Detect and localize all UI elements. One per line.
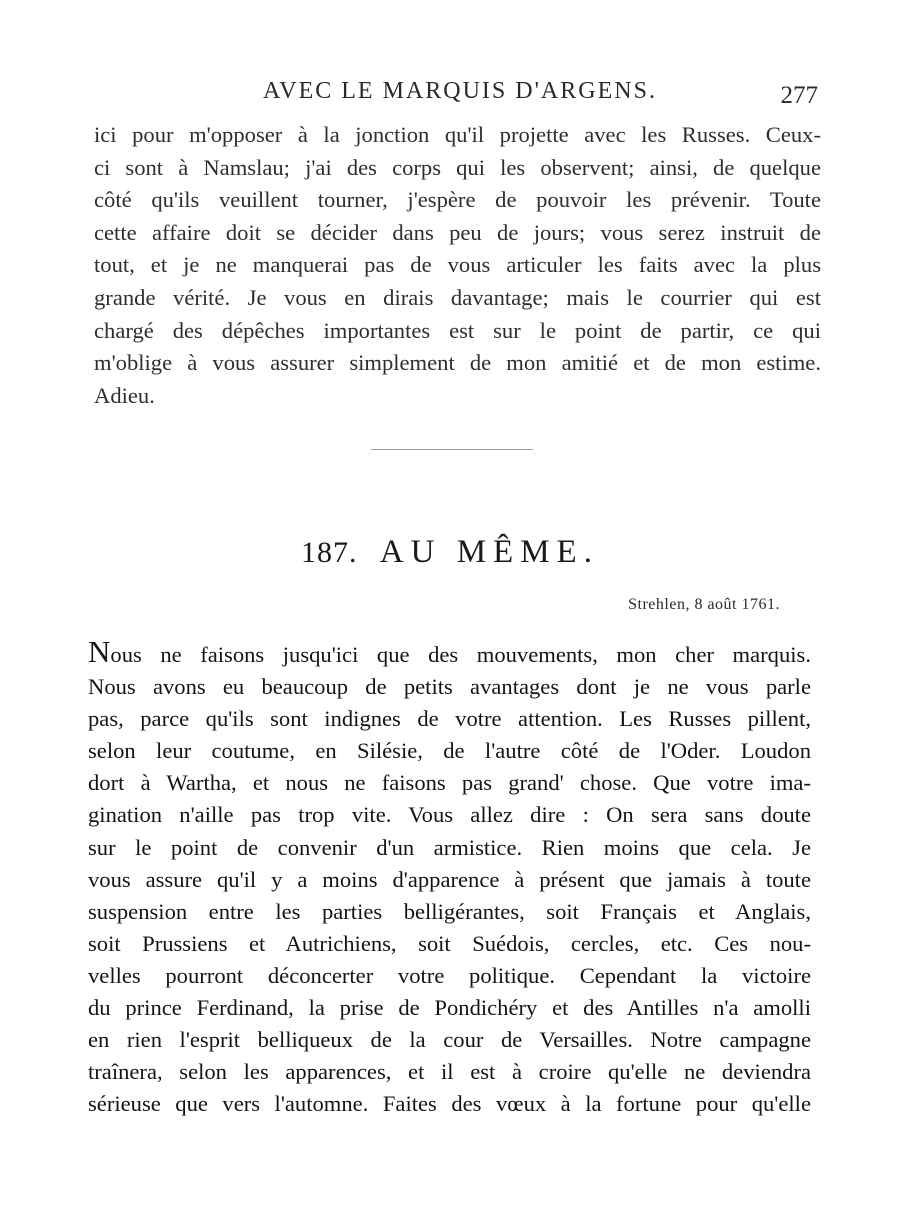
text-line: côté qu'ils veuillent tourner, j'espère de pouvoir les prévenir. Toute <box>94 187 821 213</box>
text-line: du prince Ferdinand, la prise de Pondichéry et des Antilles n'a amolli <box>88 995 811 1021</box>
text-line: sur le point de convenir d'un armistice. Rien moins que cela. Je <box>88 834 811 860</box>
text-line: grande vérité. Je vous en dirais davantage; mais le courrier qui est <box>94 284 821 310</box>
section-separator <box>371 449 533 450</box>
text-line: pas, parce qu'ils sont indignes de votre attention. Les Russes pillent, <box>88 706 811 732</box>
running-title: AVEC LE MARQUIS D'ARGENS. <box>263 78 657 104</box>
drop-cap: N <box>88 634 111 669</box>
text-line: tout, et je ne manquerai pas de vous articuler les faits avec la plus <box>94 252 821 278</box>
letter-title: AU MÊME. <box>379 534 599 570</box>
text-line: Adieu. <box>94 382 155 408</box>
letter-number: 187. <box>301 536 358 569</box>
text-line: vous assure qu'il y a moins d'apparence à présent que jamais à toute <box>88 866 811 892</box>
text-line: velles pourront déconcerter votre politique. Cependant la victoire <box>88 962 811 988</box>
text-line: Nous avons eu beaucoup de petits avantages dont je ne vous parle <box>88 674 811 700</box>
text-line: traînera, selon les apparences, et il est à croire qu'elle ne deviendra <box>88 1059 811 1085</box>
letter-body <box>88 636 811 1120</box>
text-line: ci sont à Namslau; j'ai des corps qui les observent; ainsi, de quelque <box>94 154 821 180</box>
text-line: suspension entre les parties belligérantes, soit Français et Anglais, <box>88 898 811 924</box>
text-line: dort à Wartha, et nous ne faisons pas grand' chose. Que votre ima- <box>88 770 811 796</box>
text-line: en rien l'esprit belliqueux de la cour de Versailles. Notre campagne <box>88 1027 811 1053</box>
first-line-text: ous ne faisons jusqu'ici que des mouvements, mon cher marquis. <box>110 642 811 667</box>
continuation-paragraph <box>94 119 821 412</box>
text-line: soit Prussiens et Autrichiens, soit Suédois, cercles, etc. Ces nou- <box>88 930 811 956</box>
text-line: chargé des dépêches importantes est sur le point de partir, ce qui <box>94 317 821 343</box>
page-number: 277 <box>780 82 818 109</box>
letter-heading <box>0 534 900 571</box>
running-header <box>96 76 824 112</box>
dateline: Strehlen, 8 août 1761. <box>628 596 780 613</box>
text-line-first <box>88 636 811 671</box>
text-line: gination n'aille pas trop vite. Vous allez dire : On sera sans doute <box>88 802 811 828</box>
text-line: cette affaire doit se décider dans peu de jours; vous serez instruit de <box>94 219 821 245</box>
text-line: ici pour m'opposer à la jonction qu'il projette avec les Russes. Ceux- <box>94 122 821 147</box>
text-line: selon leur coutume, en Silésie, de l'autre côté de l'Oder. Loudon <box>88 738 811 764</box>
text-line: m'oblige à vous assurer simplement de mon amitié et de mon estime. <box>94 350 821 376</box>
text-line: sérieuse que vers l'automne. Faites des vœux à la fortune pour qu'elle <box>88 1091 811 1117</box>
